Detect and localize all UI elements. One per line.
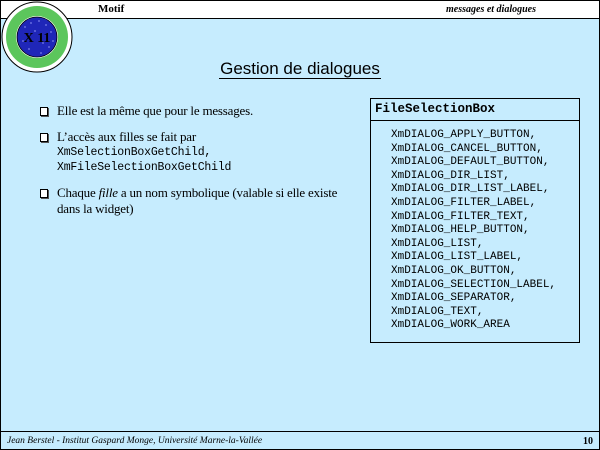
bullet-text: Elle est la même que pour le messages. [57,103,254,118]
header-topic: Motif [98,3,125,15]
list-item: XmDIALOG_FILTER_TEXT, [391,210,530,223]
bullet-text: Chaque [57,185,96,200]
list-item: XmDIALOG_HELP_BUTTON, [391,224,530,237]
list-item: XmDIALOG_WORK_AREA [391,319,510,332]
bullet-square-icon [40,133,48,142]
bullet-text: a un nom symbolique (valable si elle existe dans la widget) [57,185,338,216]
header-section: messages et dialogues [446,4,536,15]
list-item: XmDIALOG_OK_BUTTON, [391,264,517,277]
bullet-code: XmFileSelectionBoxGetChild [57,161,232,174]
fileselectionbox-panel [370,98,580,343]
list-item: XmDIALOG_DIR_LIST, [391,169,510,182]
list-item: XmDIALOG_LIST_LABEL, [391,251,524,264]
slide-title-text: Gestion de dialogues [220,59,380,78]
footer-divider [1,431,599,432]
bullet-item [39,129,339,175]
bullet-square-icon [40,189,48,198]
slide-title [1,59,599,79]
bullet-item [39,103,339,119]
bullet-code: XmSelectionBoxGetChild, [57,146,212,159]
logo-text: X 11 [23,31,51,46]
bullet-square-icon [40,107,48,116]
list-item: XmDIALOG_LIST, [391,237,484,250]
list-item: XmDIALOG_DIR_LIST_LABEL, [391,183,550,196]
bullet-emphasis: fille [98,185,118,200]
list-item: XmDIALOG_CANCEL_BUTTON, [391,142,543,155]
fileselectionbox-child-list [391,129,579,333]
list-item: XmDIALOG_SELECTION_LABEL, [391,278,557,291]
footer-author: Jean Berstel - Institut Gaspard Monge, Université Marne-la-Vallée [7,436,263,446]
list-item: XmDIALOG_DEFAULT_BUTTON, [391,156,550,169]
list-item: XmDIALOG_TEXT, [391,305,484,318]
list-item: XmDIALOG_APPLY_BUTTON, [391,129,537,141]
bullet-text: L’accès aux filles se fait par [57,129,196,144]
bullet-list [39,103,339,227]
page-number: 10 [583,436,593,447]
fileselectionbox-title: FileSelectionBox [371,99,579,121]
bullet-item [39,185,339,217]
list-item: XmDIALOG_FILTER_LABEL, [391,196,537,209]
list-item: XmDIALOG_SEPARATOR, [391,292,517,305]
